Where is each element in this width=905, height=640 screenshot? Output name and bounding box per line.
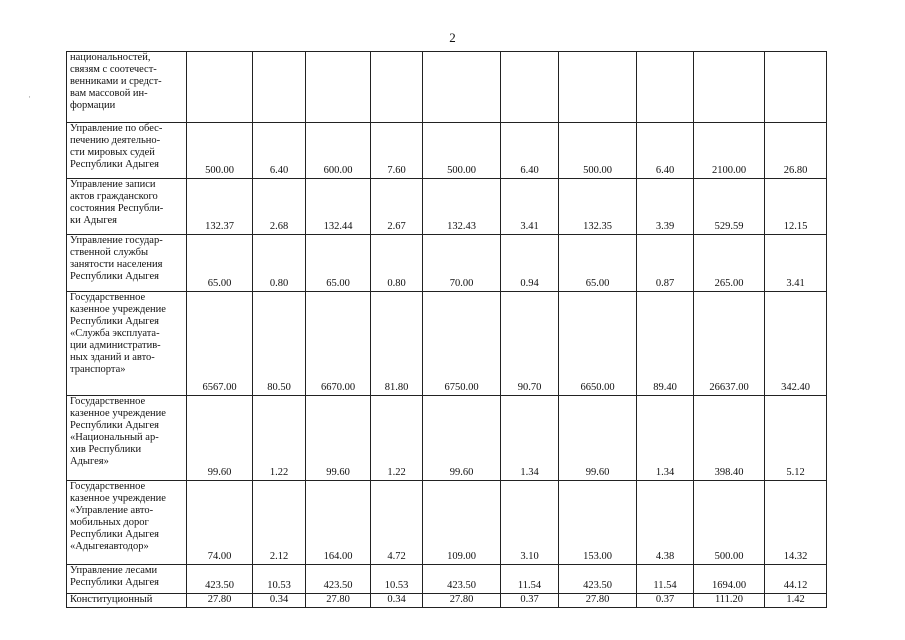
value-cell: 529.59 [694, 179, 765, 235]
value-cell: 0.94 [501, 235, 559, 292]
table-row [67, 179, 827, 235]
value-cell: 423.50 [423, 565, 501, 594]
value-cell: 3.10 [501, 481, 559, 565]
value-cell: 109.00 [423, 481, 501, 565]
value-cell: 99.60 [423, 396, 501, 481]
value-cell: 500.00 [559, 123, 637, 179]
table-row [67, 292, 827, 396]
value-cell: 1.22 [371, 396, 423, 481]
value-cell: 99.60 [187, 396, 253, 481]
value-cell: 6.40 [501, 123, 559, 179]
table-row [67, 481, 827, 565]
value-cell: 6.40 [637, 123, 694, 179]
value-cell: 12.15 [765, 179, 827, 235]
value-cell: 1694.00 [694, 565, 765, 594]
value-cell: 89.40 [637, 292, 694, 396]
value-cell: 132.37 [187, 179, 253, 235]
value-cell: 26637.00 [694, 292, 765, 396]
value-cell: 26.80 [765, 123, 827, 179]
value-cell: 1.22 [253, 396, 306, 481]
value-cell: 132.43 [423, 179, 501, 235]
value-cell: 1.34 [637, 396, 694, 481]
value-cell: 5.12 [765, 396, 827, 481]
value-cell: 0.37 [637, 594, 694, 608]
value-cell: 3.41 [765, 235, 827, 292]
value-cell: 132.44 [306, 179, 371, 235]
value-cell: 0.34 [371, 594, 423, 608]
organization-name-cell: Управление по обес- печению деятельно- сти мировых судей Республики Адыгея [67, 123, 187, 179]
value-cell: 70.00 [423, 235, 501, 292]
value-cell: 65.00 [559, 235, 637, 292]
value-cell: 132.35 [559, 179, 637, 235]
organization-name-cell: Управление лесами Республики Адыгея [67, 565, 187, 594]
value-cell [253, 52, 306, 123]
organization-name-cell: Государственное казенное учреждение Республики Адыгея «Служба эксплуата- ции административ- ных зданий и авто- транспорта» [67, 292, 187, 396]
value-cell: 600.00 [306, 123, 371, 179]
value-cell: 14.32 [765, 481, 827, 565]
value-cell: 6567.00 [187, 292, 253, 396]
value-cell: 423.50 [559, 565, 637, 594]
value-cell: 2.68 [253, 179, 306, 235]
value-cell: 164.00 [306, 481, 371, 565]
value-cell [371, 52, 423, 123]
table-row [67, 565, 827, 594]
value-cell: 398.40 [694, 396, 765, 481]
value-cell: 1.42 [765, 594, 827, 608]
table-row [67, 123, 827, 179]
margin-mark: · [28, 92, 31, 102]
value-cell: 27.80 [559, 594, 637, 608]
organization-name-cell: Конституционный [67, 594, 187, 608]
value-cell [423, 52, 501, 123]
value-cell [694, 52, 765, 123]
value-cell: 90.70 [501, 292, 559, 396]
value-cell: 265.00 [694, 235, 765, 292]
organization-name-cell: Государственное казенное учреждение Республики Адыгея «Национальный ар- хив Республики Адыгея» [67, 396, 187, 481]
organization-name-cell: национальностей, связям с соотечест- венниками и средст- вам массовой ин- формации [67, 52, 187, 123]
value-cell: 10.53 [253, 565, 306, 594]
value-cell: 500.00 [187, 123, 253, 179]
value-cell: 0.87 [637, 235, 694, 292]
value-cell: 11.54 [637, 565, 694, 594]
value-cell: 342.40 [765, 292, 827, 396]
value-cell: 6.40 [253, 123, 306, 179]
page-number: 2 [449, 30, 456, 45]
value-cell: 0.37 [501, 594, 559, 608]
value-cell: 4.72 [371, 481, 423, 565]
value-cell: 423.50 [306, 565, 371, 594]
value-cell: 1.34 [501, 396, 559, 481]
value-cell: 10.53 [371, 565, 423, 594]
value-cell: 27.80 [423, 594, 501, 608]
value-cell [187, 52, 253, 123]
value-cell [501, 52, 559, 123]
value-cell [637, 52, 694, 123]
value-cell: 27.80 [306, 594, 371, 608]
value-cell: 65.00 [187, 235, 253, 292]
value-cell: 3.41 [501, 179, 559, 235]
table-body [67, 52, 827, 608]
value-cell: 6750.00 [423, 292, 501, 396]
table-row [67, 52, 827, 123]
table-row [67, 396, 827, 481]
value-cell: 111.20 [694, 594, 765, 608]
value-cell: 80.50 [253, 292, 306, 396]
value-cell: 0.80 [253, 235, 306, 292]
value-cell: 6670.00 [306, 292, 371, 396]
value-cell: 99.60 [306, 396, 371, 481]
value-cell: 153.00 [559, 481, 637, 565]
budget-table [66, 51, 827, 608]
value-cell [306, 52, 371, 123]
value-cell: 423.50 [187, 565, 253, 594]
value-cell: 6650.00 [559, 292, 637, 396]
value-cell: 81.80 [371, 292, 423, 396]
table-row [67, 594, 827, 608]
value-cell: 3.39 [637, 179, 694, 235]
organization-name-cell: Государственное казенное учреждение «Управление авто- мобильных дорог Республики Адыгея «Адыгеяавтодор» [67, 481, 187, 565]
table-row [67, 235, 827, 292]
value-cell: 2.12 [253, 481, 306, 565]
value-cell [765, 52, 827, 123]
value-cell: 27.80 [187, 594, 253, 608]
value-cell: 11.54 [501, 565, 559, 594]
value-cell: 500.00 [694, 481, 765, 565]
value-cell: 500.00 [423, 123, 501, 179]
value-cell: 0.80 [371, 235, 423, 292]
value-cell: 44.12 [765, 565, 827, 594]
value-cell: 0.34 [253, 594, 306, 608]
value-cell: 7.60 [371, 123, 423, 179]
value-cell: 65.00 [306, 235, 371, 292]
value-cell: 74.00 [187, 481, 253, 565]
value-cell [559, 52, 637, 123]
value-cell: 2.67 [371, 179, 423, 235]
value-cell: 99.60 [559, 396, 637, 481]
value-cell: 2100.00 [694, 123, 765, 179]
value-cell: 4.38 [637, 481, 694, 565]
organization-name-cell: Управление записи актов гражданского состояния Республи- ки Адыгея [67, 179, 187, 235]
organization-name-cell: Управление государ- ственной службы занятости населения Республики Адыгея [67, 235, 187, 292]
